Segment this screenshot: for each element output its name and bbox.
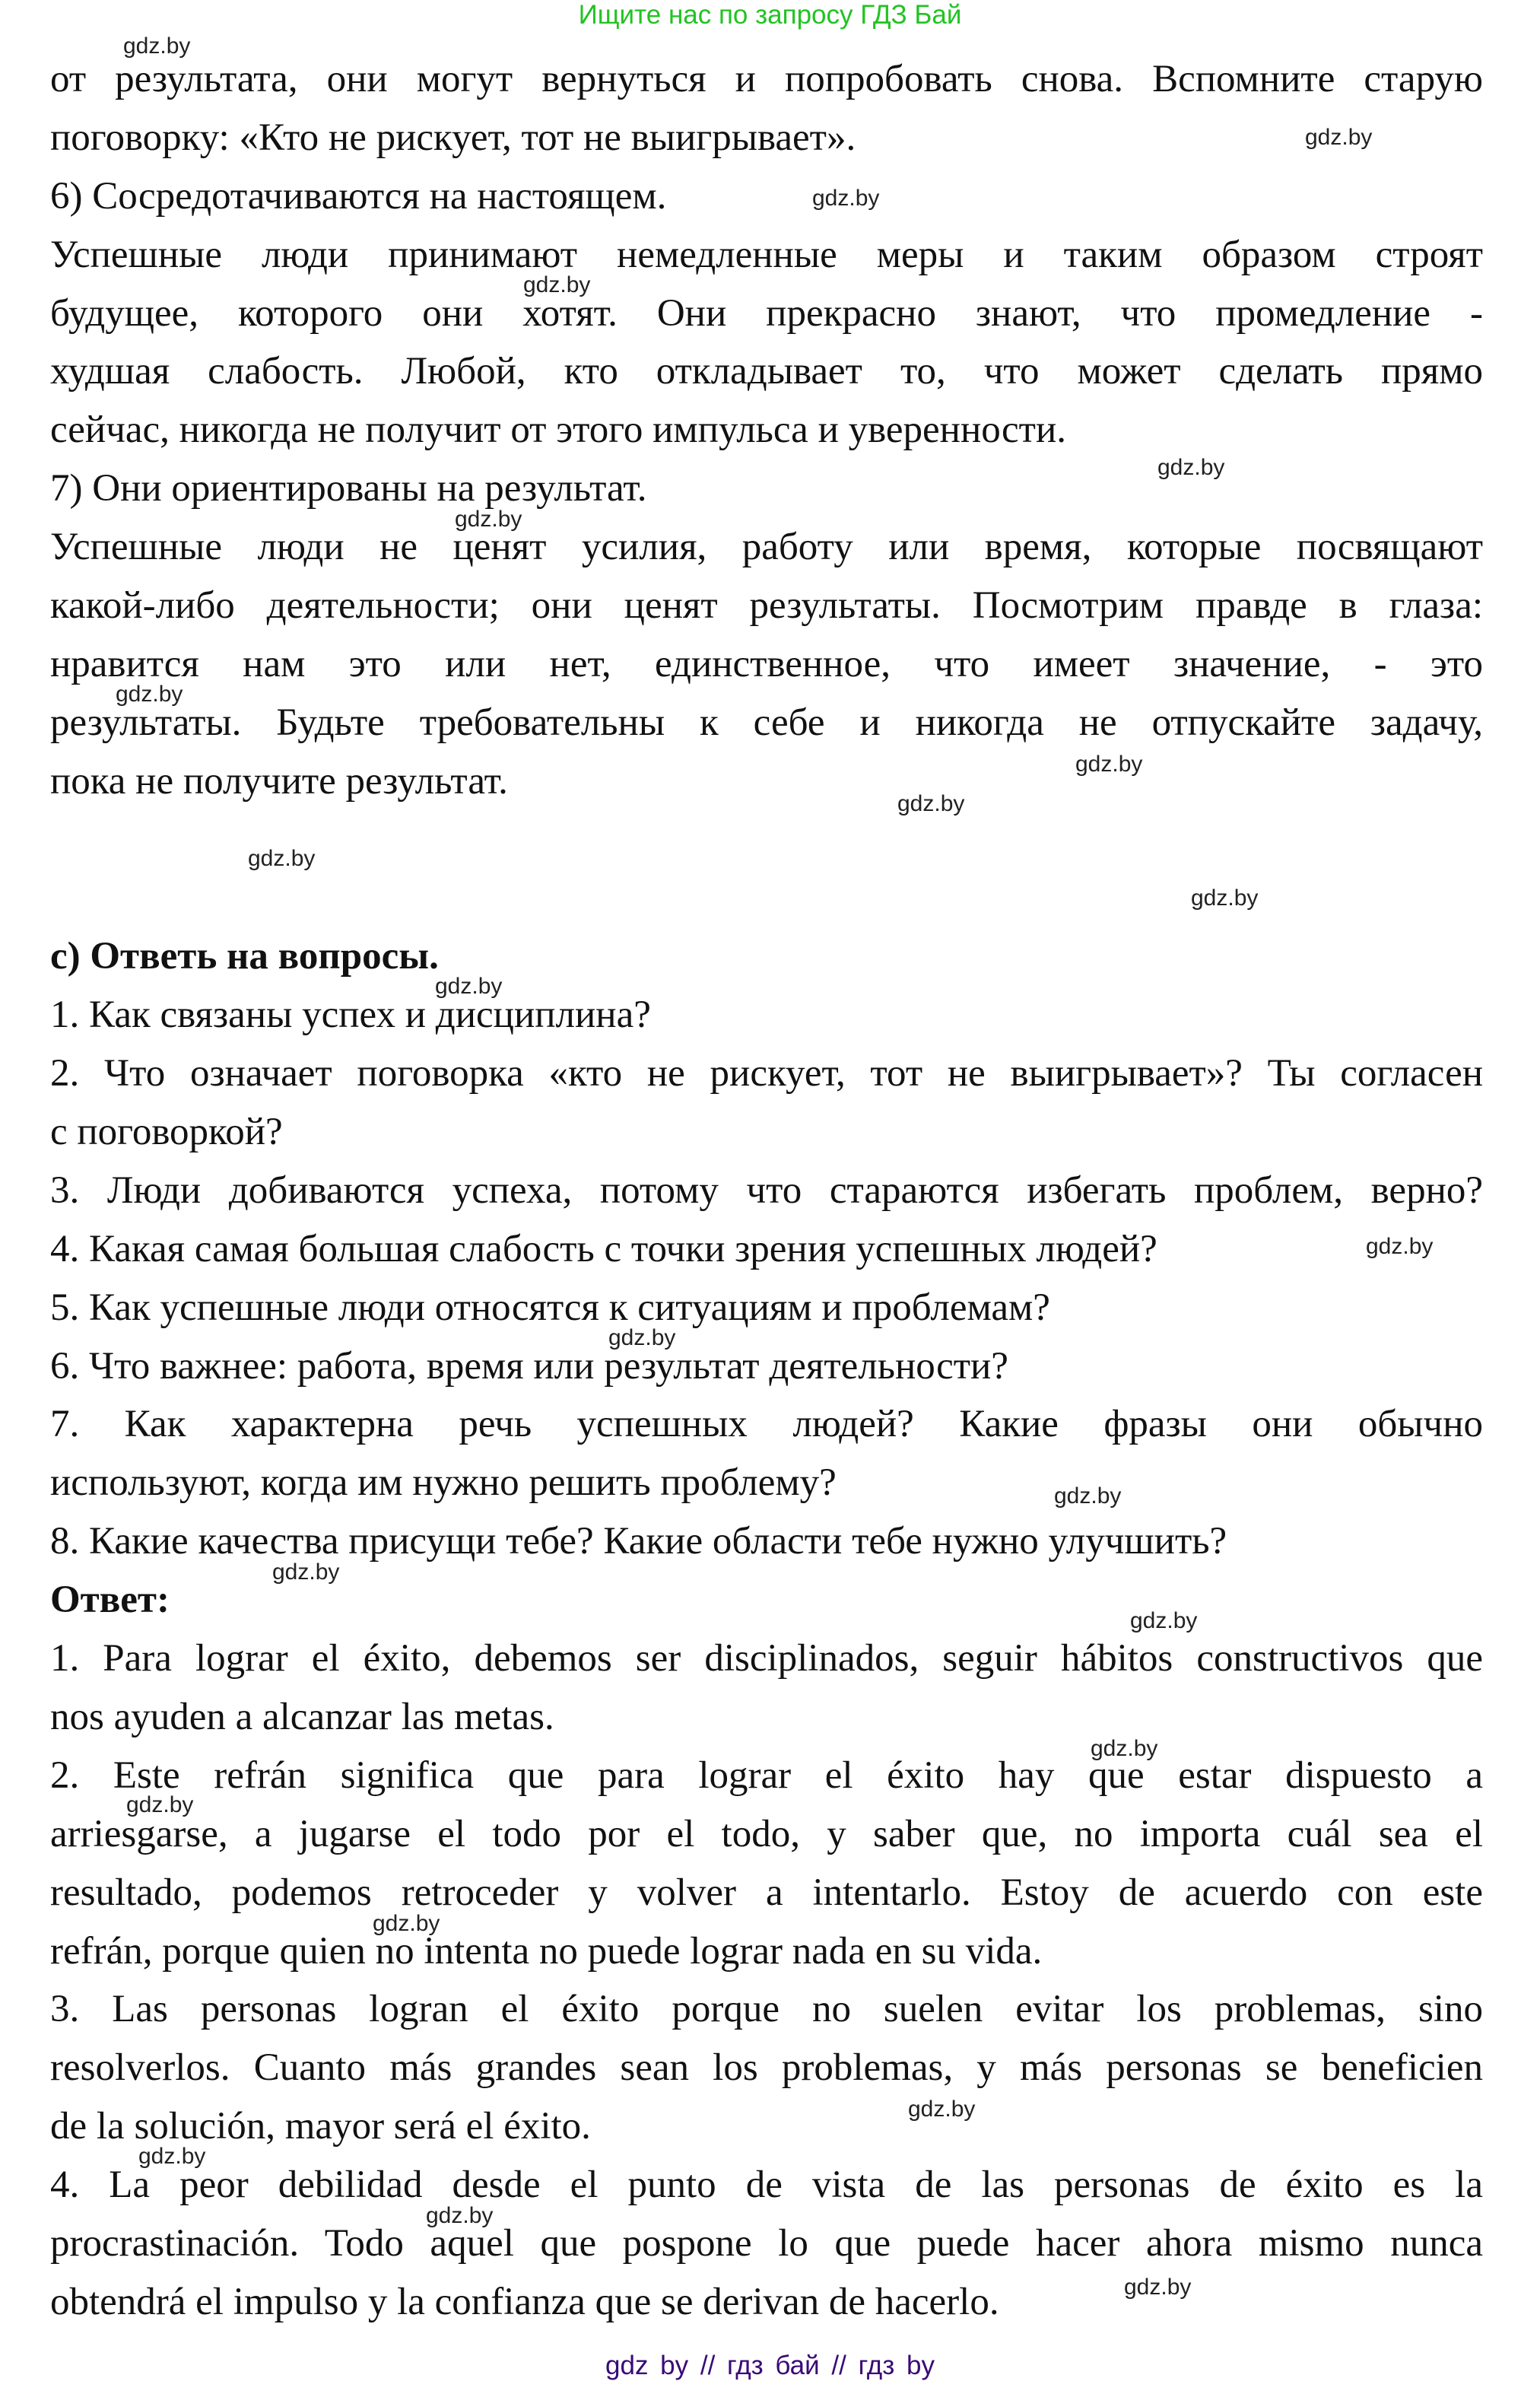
text-line: 6. Что важнее: работа, время или результат деятельности? (50, 1344, 1008, 1388)
text-line: 4. La peor debilidad desde el punto de vista de las personas de éxito es la (50, 2164, 1483, 2207)
footer-links: gdz by // гдз бай // гдз by (605, 2351, 935, 2380)
text-line: 7) Они ориентированы на результат. (50, 467, 647, 510)
section-heading: с) Ответь на вопросы. (50, 935, 439, 978)
text-line: худшая слабость. Любой, кто откладывает то, что может сделать прямо (50, 350, 1483, 393)
watermark: gdz.by (1075, 752, 1143, 777)
text-line: 7. Как характерна речь успешных людей? Какие фразы они обычно (50, 1403, 1483, 1446)
text-line: resolverlos. Cuanto más grandes sean los problemas, y más personas se beneficien (50, 2046, 1483, 2090)
document-body (50, 50, 1483, 2332)
watermark: gdz.by (1130, 1608, 1198, 1633)
watermark: gdz.by (812, 186, 880, 211)
watermark: gdz.by (1191, 885, 1259, 911)
text-line: resultado, podemos retroceder y volver a intentarlo. Estoy de acuerdo con este (50, 1871, 1483, 1914)
watermark: gdz.by (373, 1911, 440, 1936)
text-line: пока не получите результат. (50, 759, 508, 803)
header-banner: Ищите нас по запросу ГДЗ Бай (578, 0, 962, 30)
text-line: Успешные люди принимают немедленные меры и таким образом строят (50, 233, 1483, 276)
watermark: gdz.by (1124, 2275, 1192, 2300)
watermark: gdz.by (1054, 1483, 1122, 1509)
text-line: 6) Сосредотачиваются на настоящем. (50, 174, 667, 218)
text-line: нравится нам это или нет, единственное, что имеет значение, - это (50, 642, 1483, 685)
text-line (50, 869, 1483, 927)
watermark: gdz.by (138, 2144, 206, 2169)
text-line: refrán, porque quien no intenta no puede lograr nada en su vida. (50, 1929, 1043, 1973)
watermark: gdz.by (116, 682, 183, 707)
text-line: 1. Para lograr el éxito, debemos ser disciplinados, seguir hábitos constructivos que (50, 1637, 1483, 1680)
text-line: 3. Люди добиваются успеха, потому что стараются избегать проблем, верно? (50, 1168, 1483, 1212)
watermark: gdz.by (455, 507, 522, 532)
text-line: будущее, которого они хотят. Они прекрасно знают, что промедление - (50, 291, 1483, 335)
watermark: gdz.by (126, 1792, 194, 1817)
watermark: gdz.by (608, 1325, 676, 1350)
watermark: gdz.by (1157, 455, 1225, 480)
text-line: 8. Какие качества присущи тебе? Какие области тебе нужно улучшить? (50, 1520, 1227, 1563)
text-line: от результата, они могут вернуться и попробовать снова. Вспомните старую (50, 58, 1483, 100)
text-line: сейчас, никогда не получит от этого импульса и уверенности. (50, 409, 1066, 452)
text-line: 3. Las personas logran el éxito porque no suelen evitar los problemas, sino (50, 1988, 1483, 2031)
text-line: 5. Как успешные люди относятся к ситуациям и проблемам? (50, 1286, 1050, 1329)
watermark: gdz.by (426, 2203, 494, 2228)
watermark: gdz.by (272, 1559, 340, 1585)
text-line: какой-либо деятельности; они ценят результаты. Посмотрим правде в глаза: (50, 584, 1483, 628)
text-line: obtendrá el impulso y la confianza que se derivan de hacerlo. (50, 2280, 999, 2323)
watermark: gdz.by (1091, 1736, 1158, 1761)
text-line: de la solución, mayor será el éxito. (50, 2105, 591, 2148)
text-line: nos ayuden a alcanzar las metas. (50, 1695, 554, 1738)
text-line: 2. Что означает поговорка «кто не рискует, тот не выигрывает»? Ты согласен (50, 1052, 1483, 1095)
text-line: используют, когда им нужно решить проблему? (50, 1461, 837, 1505)
text-line: 4. Какая самая большая слабость с точки зрения успешных людей? (50, 1227, 1157, 1270)
text-line: arriesgarse, a jugarse el todo por el todo, y saber que, no importa cuál sea el (50, 1812, 1483, 1855)
watermark: gdz.by (523, 272, 591, 297)
section-heading: Ответ: (50, 1579, 170, 1622)
text-line: поговорку: «Кто не рискует, тот не выигрывает». (50, 116, 856, 159)
text-line: procrastinación. Todo aquel que pospone lo que puede hacer ahora mismo nunca (50, 2221, 1483, 2265)
watermark: gdz.by (1366, 1234, 1434, 1259)
text-line: Успешные люди не ценят усилия, работу или время, которые посвящают (50, 526, 1483, 569)
watermark: gdz.by (435, 974, 503, 999)
watermark: gdz.by (897, 791, 965, 816)
text-line: 2. Este refrán significa que para lograr el éxito hay que estar dispuesto a (50, 1753, 1483, 1797)
watermark: gdz.by (1305, 125, 1373, 150)
watermark: gdz.by (123, 33, 191, 59)
watermark: gdz.by (908, 2097, 976, 2122)
watermark: gdz.by (248, 846, 316, 871)
text-line: 1. Как связаны успех и дисциплина? (50, 994, 651, 1037)
text-line: результаты. Будьте требовательны к себе и никогда не отпускайте задачу, (50, 701, 1483, 744)
text-line: с поговоркой? (50, 1111, 283, 1154)
